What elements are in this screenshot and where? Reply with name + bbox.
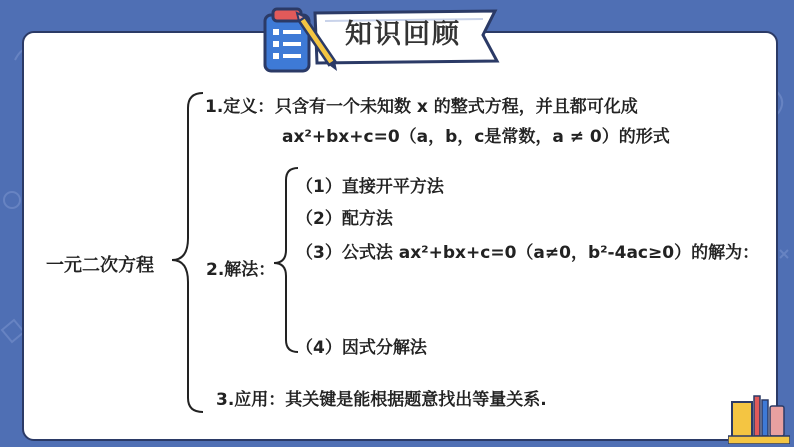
definition-line-1: 只含有一个未知数 x 的整式方程，并且都可化成 — [275, 97, 638, 117]
page-title: 知识回顾 — [345, 19, 461, 50]
method-item: （1）直接开平方法 — [296, 177, 444, 197]
stationery-icon — [728, 392, 790, 444]
method-item: （2）配方法 — [296, 209, 393, 229]
methods-label: 2.解法： — [206, 260, 276, 280]
definition-line-2: ax²+bx+c=0（a，b，c是常数，a ≠ 0）的形式 — [282, 127, 670, 147]
definition-label: 1.定义： — [205, 97, 275, 117]
method-item: （4）因式分解法 — [296, 338, 427, 358]
topic-label: 一元二次方程 — [46, 255, 154, 276]
application-text: 3.应用：其关键是能根据题意找出等量关系. — [216, 390, 547, 410]
method-item: （3）公式法 ax²+bx+c=0（a≠0，b²-4ac≥0）的解为： — [296, 243, 760, 263]
